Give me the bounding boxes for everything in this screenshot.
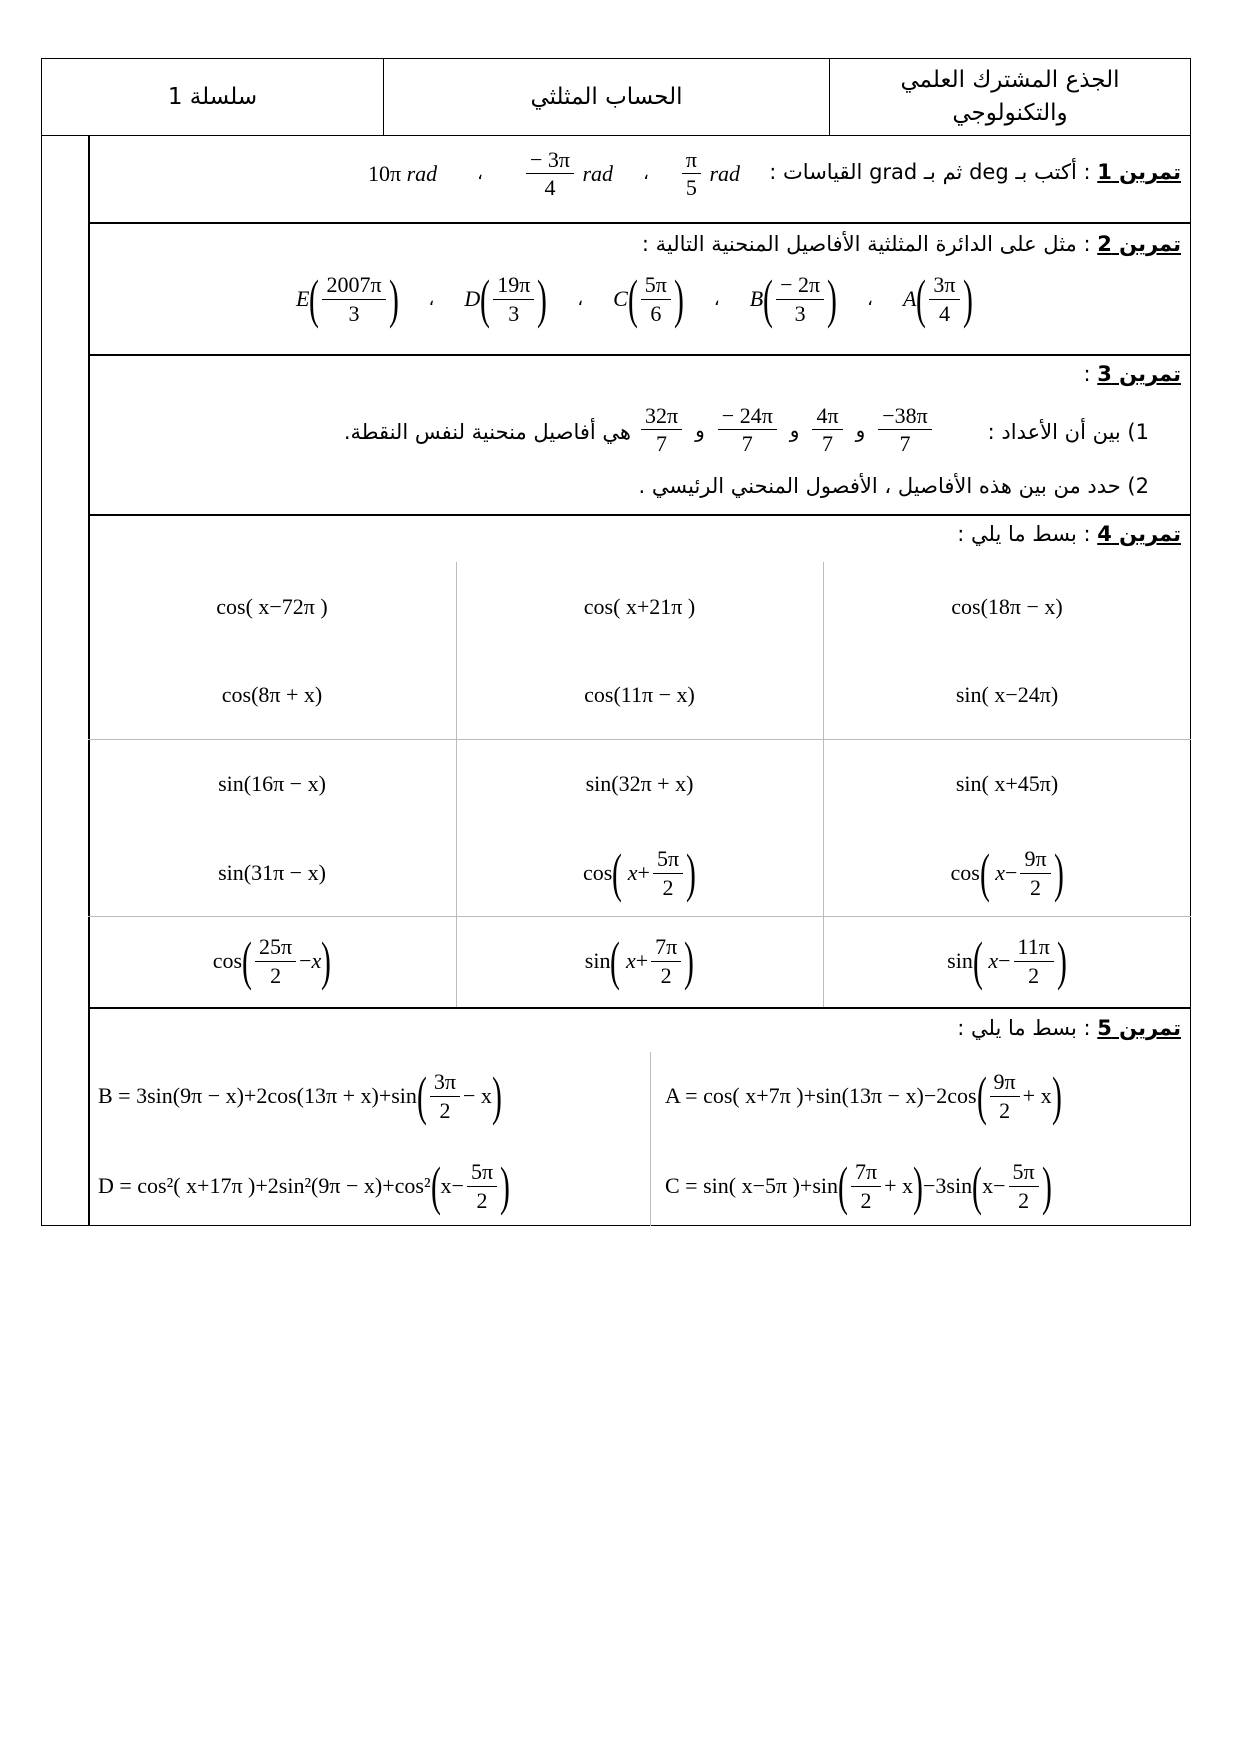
- expr: sin(16π − x): [218, 771, 326, 796]
- ex1-label: تمرين 1: [1097, 160, 1181, 184]
- grid-line: [650, 1052, 651, 1226]
- ex1-measures: 10π rad ، $\frac{- 3\pi}{4}$ rad ، $\frac{\pi}{5}$ rad: [368, 147, 741, 201]
- expr: cos ( $\frac{25\pi}{2}$ − x ): [212, 931, 332, 991]
- grid-line: [88, 916, 1191, 917]
- divider: [88, 354, 1191, 356]
- ex5-statement: تمرين 5 : بسط ما يلي :: [957, 1016, 1181, 1040]
- ex3-label: تمرين 3: [1097, 362, 1181, 386]
- level-title: الجذع المشترك العلمي والتكنولوجي: [900, 66, 1120, 126]
- divider: [88, 1007, 1191, 1009]
- expr-C: C = sin( x−5π )+sin ( $\frac{7\pi}{2}$ + x ) −3sin ( x− $\frac{5\pi}{2}$ ): [665, 1156, 1052, 1216]
- expr: sin ( x − $\frac{11\pi}{2}$ ): [947, 931, 1067, 991]
- ex5-label: تمرين 5: [1097, 1016, 1181, 1040]
- expr-A: A = cos( x+7π )+sin(13π − x)−2cos ( $\frac{9\pi}{2}$ + x ): [665, 1066, 1062, 1126]
- ex3-statement: تمرين 3 :: [1083, 362, 1181, 386]
- expr: sin(31π − x): [218, 860, 326, 885]
- divider: [88, 514, 1191, 516]
- grid-line: [88, 739, 1191, 740]
- ex4-statement: تمرين 4 : بسط ما يلي :: [957, 522, 1181, 546]
- expr-D: D = cos²( x+17π )+2sin²(9π − x)+cos² ( x− $\frac{5\pi}{2}$ ): [98, 1156, 511, 1216]
- expr-B: B = 3sin(9π − x)+2cos(13π + x)+sin ( $\frac{3\pi}{2}$ − x ): [98, 1066, 502, 1126]
- topic-title: الحساب المثلثي: [384, 59, 830, 135]
- expr: cos( x+21π ): [583, 594, 696, 619]
- divider: [88, 222, 1191, 224]
- expr: cos(18π − x): [951, 594, 1063, 619]
- ex3-numbers: $\frac{32\pi}{7}$ و $\frac{- 24\pi}{7}$ و $\frac{4\pi}{7}$ و $\frac{-38\pi}{7}$: [638, 404, 935, 455]
- expr: cos(11π − x): [584, 682, 695, 707]
- ex3-q2: 2) حدد من بين هذه الأفاصيل ، الأفصول المنحني الرئيسي .: [638, 474, 1149, 498]
- expr: sin( x+45π): [955, 771, 1059, 796]
- ex3-q1-prefix: 1) بين أن الأعداد :: [987, 420, 1149, 444]
- ex2-statement: تمرين 2 : مثل على الدائرة المثلثية الأفاصيل المنحنية التالية :: [641, 232, 1181, 256]
- ex1-statement: تمرين 1 : أكتب بـ deg ثم بـ grad القياسات :: [769, 160, 1181, 184]
- ex2-points: E ( $\frac{2007\pi}{3}$ ) ، D ( $\frac{19\pi}{3}$ ) ، C ( $\frac{5\pi}{6}$ ) ، B ( $\frac{- 2\pi}{3}$ ) ، A ( $\frac{3\pi}{4}$ ): [296, 269, 973, 329]
- series-title: سلسلة 1: [42, 59, 384, 135]
- expr: sin( x−24π): [955, 682, 1059, 707]
- ex4-label: تمرين 4: [1097, 522, 1181, 546]
- expr: cos(8π + x): [221, 682, 323, 707]
- header-table: [41, 58, 1191, 136]
- expr: cos ( x + $\frac{5\pi}{2}$ ): [582, 843, 697, 903]
- ex3-q1-suffix: هي أفاصيل منحنية لنفس النقطة.: [343, 420, 631, 444]
- expr: sin ( x + $\frac{7\pi}{2}$ ): [584, 931, 695, 991]
- ex2-label: تمرين 2: [1097, 232, 1181, 256]
- expr: cos ( x − $\frac{9\pi}{2}$ ): [950, 843, 1064, 903]
- expr: cos( x−72π ): [216, 594, 328, 619]
- expr: sin(32π + x): [585, 771, 694, 796]
